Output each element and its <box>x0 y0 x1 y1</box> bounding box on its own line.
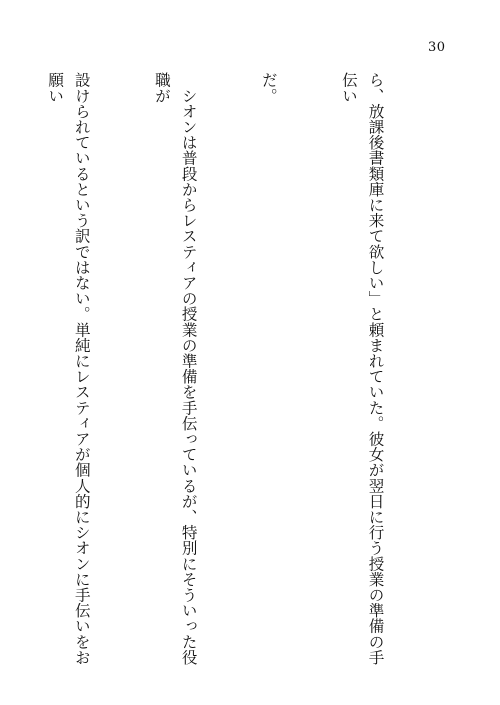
text-line: シオンは普段からレスティアの授業の準備を手伝っているが、特別にそういった役職が <box>152 72 198 665</box>
body-text <box>0 72 442 672</box>
page-number: 30 <box>428 40 446 55</box>
text-line: 設けられているという訳ではない。単純にレスティアが個人的にシオンに手伝いをお願い <box>46 72 91 665</box>
text-line: ら、放課後書類庫に来て欲しい」と頼まれていた。彼女が翌日に行う授業の準備の手伝い <box>339 72 385 665</box>
text-line: だ。 <box>259 72 278 104</box>
